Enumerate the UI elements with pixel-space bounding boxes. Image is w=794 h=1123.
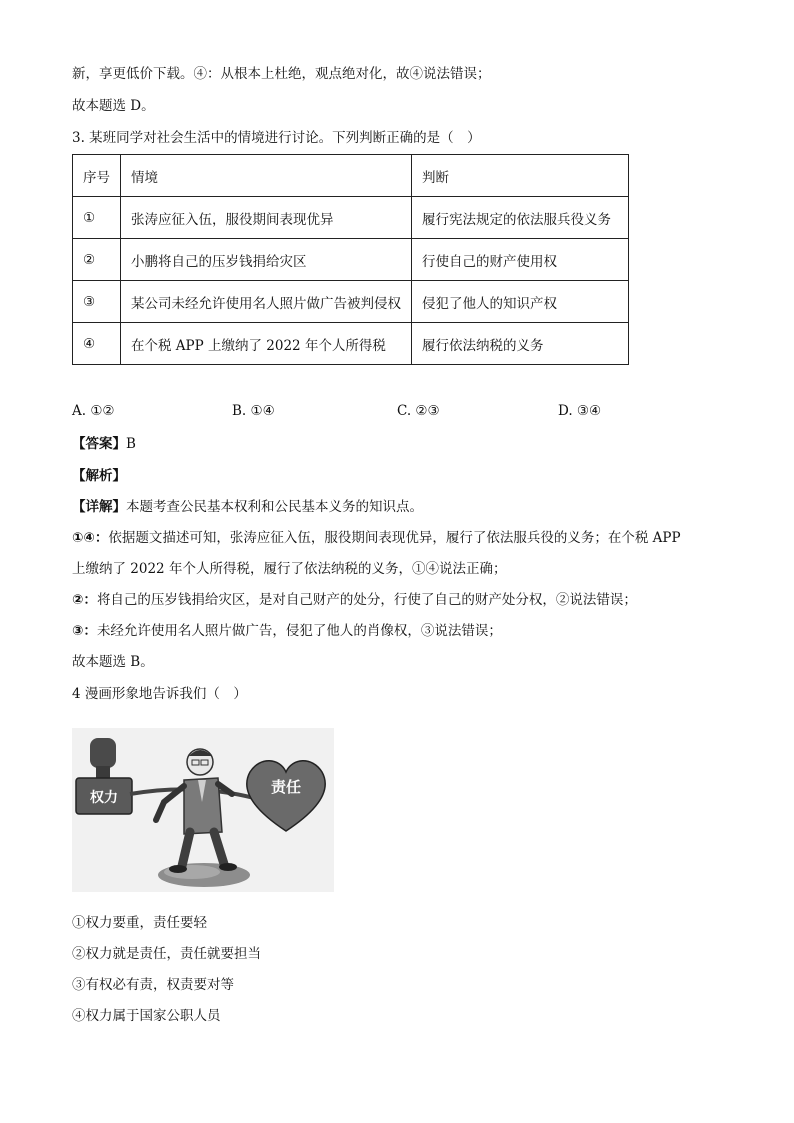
cartoon-image: [72, 728, 334, 892]
q3-table: [72, 154, 629, 365]
header-cell: 序号: [73, 155, 121, 197]
table-cell: ④: [73, 323, 121, 365]
choice-2[interactable]: ②权力就是责任，责任就要担当: [72, 946, 261, 962]
header-cell: 情境: [121, 155, 412, 197]
table-cell: ③: [73, 281, 121, 323]
explanation-text: 依据题文描述可知，张涛应征入伍，服役期间表现优异，履行了依法服兵役的义务；在个税 APP: [108, 530, 681, 546]
power-label: 权力: [90, 790, 118, 806]
table-row: [73, 323, 629, 365]
header-cell: 判断: [412, 155, 629, 197]
option-c[interactable]: C. ②③: [397, 403, 440, 419]
option-b[interactable]: B. ①④: [232, 403, 275, 419]
table-cell: ②: [73, 239, 121, 281]
option-d[interactable]: D. ③④: [558, 403, 602, 419]
explanation-1: [72, 528, 681, 548]
explanation-text: 将自己的压岁钱捐给灾区，是对自己财产的处分，行使了自己的财产处分权，②说法错误；: [96, 592, 637, 608]
table-cell: 小鹏将自己的压岁钱捐给灾区: [121, 239, 412, 281]
answer-value: B: [126, 436, 136, 452]
explanation-2: [72, 590, 637, 610]
intro-line-1: 新，享更低价下载。④：从根本上杜绝，观点绝对化，故④说法错误；: [72, 66, 491, 82]
q3-stem: 3. 某班同学对社会生活中的情境进行讨论。下列判断正确的是（ ）: [72, 130, 481, 146]
answer-tag: 【答案】: [72, 436, 126, 452]
table-cell: ①: [73, 197, 121, 239]
table-cell: 行使自己的财产使用权: [412, 239, 629, 281]
explanation-3: [72, 621, 502, 641]
analysis-tag: 【解析】: [72, 468, 126, 484]
choice-3[interactable]: ③有权必有责，权责要对等: [72, 977, 234, 993]
explanation-text: 未经允许使用名人照片做广告，侵犯了他人的肖像权，③说法错误；: [96, 623, 502, 639]
explanation-label: ③：: [72, 623, 97, 639]
table-row: [73, 197, 629, 239]
explanation-label: ①④：: [72, 530, 109, 546]
table-row: [73, 281, 629, 323]
table-cell: 在个税 APP 上缴纳了 2022 年个人所得税: [121, 323, 412, 365]
choice-4[interactable]: ④权力属于国家公职人员: [72, 1008, 221, 1024]
answer-line: [72, 434, 136, 454]
table-header-row: [73, 155, 629, 197]
conclusion: 故本题选 B。: [72, 654, 154, 670]
detail-line: [72, 497, 423, 517]
explanation-label: ②：: [72, 592, 97, 608]
table-cell: 履行宪法规定的依法服兵役义务: [412, 197, 629, 239]
detail-tag: 【详解】: [72, 499, 126, 515]
table-cell: 张涛应征入伍，服役期间表现优异: [121, 197, 412, 239]
table-cell: 侵犯了他人的知识产权: [412, 281, 629, 323]
intro-line-2: 故本题选 D。: [72, 98, 155, 114]
choice-1[interactable]: ①权力要重，责任要轻: [72, 915, 207, 931]
table-cell: 某公司未经允许使用名人照片做广告被判侵权: [121, 281, 412, 323]
responsibility-label: 责任: [270, 778, 302, 796]
option-a[interactable]: A. ①②: [72, 403, 115, 419]
table-row: [73, 239, 629, 281]
q4-stem: 4 漫画形象地告诉我们（ ）: [72, 686, 247, 702]
table-cell: 履行依法纳税的义务: [412, 323, 629, 365]
explanation-1-cont: 上缴纳了 2022 年个人所得税，履行了依法纳税的义务，①④说法正确；: [72, 561, 507, 577]
detail-text: 本题考查公民基本权利和公民基本义务的知识点。: [126, 499, 423, 515]
